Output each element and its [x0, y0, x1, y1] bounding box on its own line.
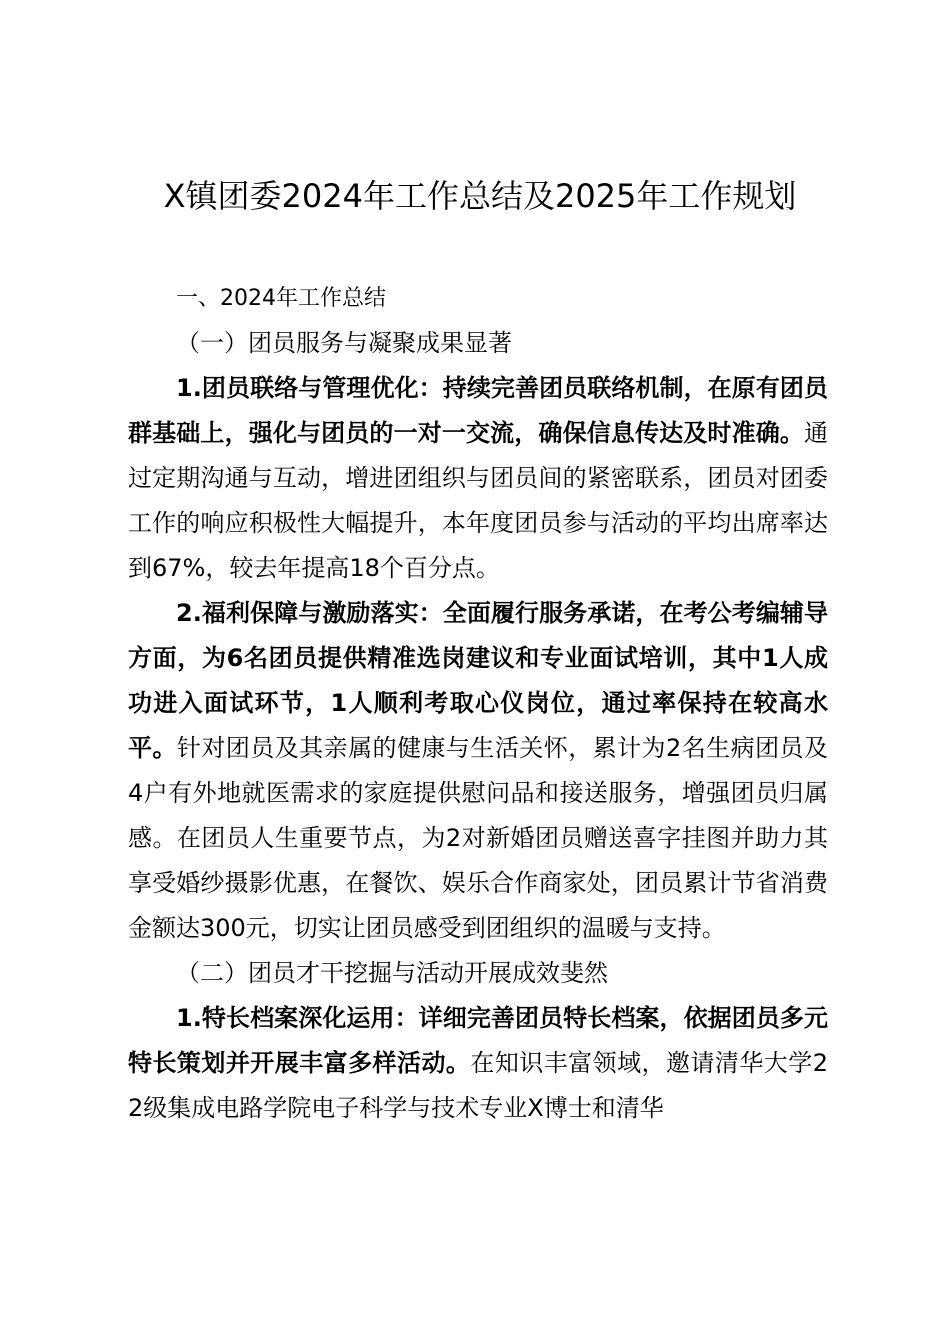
paragraph	[128, 366, 828, 591]
paragraph-text: 针对团员及其亲属的健康与生活关怀，累计为2名生病团员及4户有外地就医需求的家庭提供慰问品和接送服务，增强团员归属感。在团员人生重要节点，为2对新婚团员赠送喜字挂图并助力其享受婚纱摄影优惠，在餐饮、娱乐合作商家处，团员累计节省消费金额达300元，切实让团员感受到团组织的温暖与支持。	[128, 734, 828, 942]
subsection-heading: （一）团员服务与凝聚成果显著	[176, 329, 512, 357]
paragraph-lead: 2.福利保障与激励落实：全面履行服务承诺，在考公考编辅导方面，为6名团员提供精准选岗建议和专业面试培训，其中1人成功进入面试环节，1人顺利考取心仪岗位，通过率保持在较高水平。	[128, 599, 828, 762]
paragraph-text: 在知识丰富领域，邀请清华大学22级集成电路学院电子科学与技术专业X博士和清华	[128, 1049, 828, 1122]
paragraph	[128, 591, 828, 951]
document-body	[128, 276, 828, 1131]
paragraph-lead: 1.特长档案深化运用：详细完善团员特长档案，依据团员多元特长策划并开展丰富多样活动。	[128, 1004, 828, 1077]
document-title: X镇团委2024年工作总结及2025年工作规划	[163, 177, 797, 215]
subsection-heading: （二）团员才干挖掘与活动开展成效斐然	[176, 959, 608, 987]
paragraph	[128, 996, 828, 1131]
section-heading: 一、2024年工作总结	[176, 286, 386, 311]
paragraph-text: 通过定期沟通与互动，增进团组织与团员间的紧密联系，团员对团委工作的响应积极性大幅提升，本年度团员参与活动的平均出席率达到67%，较去年提高18个百分点。	[128, 419, 828, 582]
paragraph-lead: 1.团员联络与管理优化：持续完善团员联络机制，在原有团员群基础上，强化与团员的一对一交流，确保信息传达及时准确。	[128, 374, 828, 447]
